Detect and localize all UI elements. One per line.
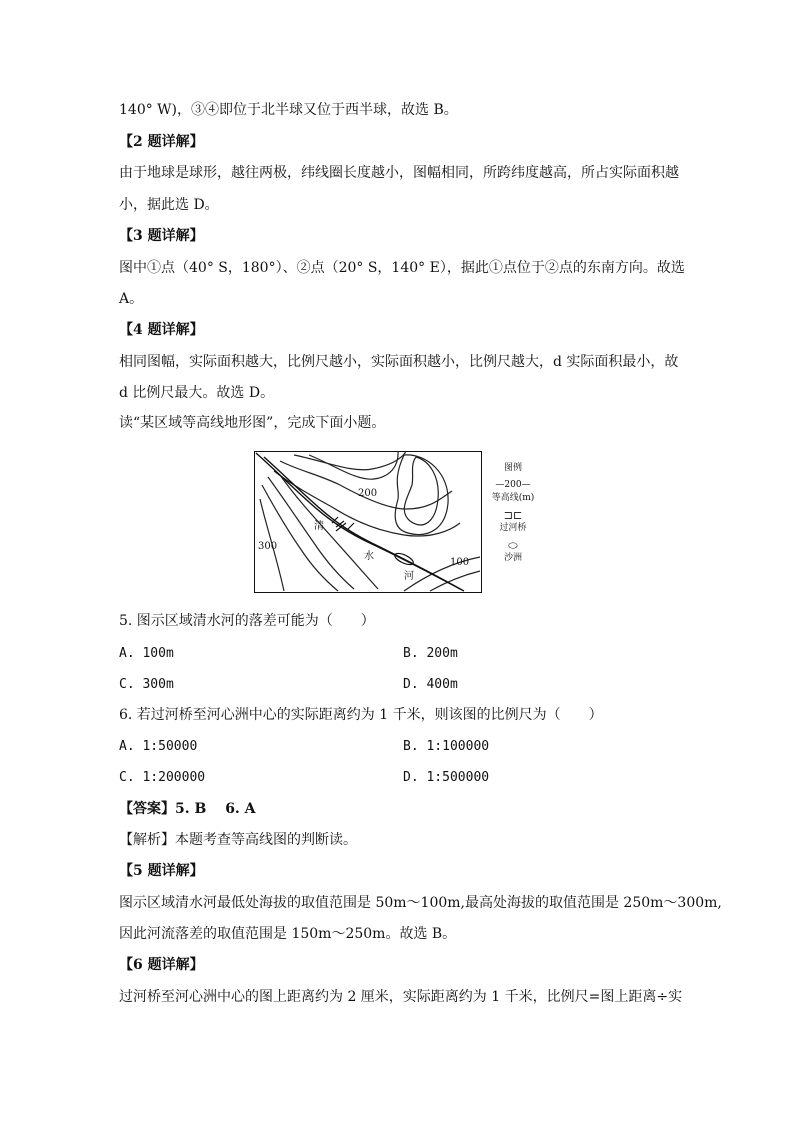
text-line: 读“某区域等高线地形图”，完成下面小题。 (119, 415, 386, 431)
map-legend (488, 462, 538, 565)
option-a: A. 100m (119, 646, 174, 661)
option-b: B. 200m (403, 646, 458, 661)
section-heading: 【4 题详解】 (119, 322, 204, 338)
text-line: 小，据此选 D。 (119, 197, 219, 213)
river-name-char: 清 (314, 521, 324, 532)
text-line: 图示区域清水河最低处海拔的取值范围是 50m～100m,最高处海拔的取值范围是 250m～300m, (119, 895, 722, 911)
contour-line (280, 461, 452, 509)
text-line: d 比例尺最大。故选 D。 (119, 385, 275, 401)
legend-contour-sample: —200— (495, 480, 531, 490)
option-b: B. 1:100000 (403, 739, 490, 754)
option-c: C. 300m (119, 677, 174, 692)
river-name-char: 河 (404, 571, 414, 582)
option-a: A. 1:50000 (119, 739, 198, 754)
section-heading: 【6 题详解】 (119, 957, 204, 973)
option-d: D. 400m (403, 677, 458, 692)
text-line: 因此河流落差的取值范围是 150m～250m。故选 B。 (119, 926, 457, 942)
contour-map (254, 451, 482, 593)
sandbar-icon: ⬭ (508, 539, 518, 552)
option-d: D. 1:500000 (403, 770, 490, 785)
contour-line (404, 457, 438, 525)
question-stem: 5. 图示区域清水河的落差可能为（ ） (119, 613, 375, 629)
section-heading: 【3 题详解】 (119, 228, 204, 244)
text-line: A。 (119, 291, 144, 307)
contour-line (294, 451, 406, 470)
legend-contour-label: 等高线(m) (491, 493, 535, 503)
question-stem: 6. 若过河桥至河心洲中心的实际距离约为 1 千米，则该图的比例尺为（ ） (119, 707, 603, 723)
text-line: 由于地球是球形，越往两极，纬线圈长度越小，图幅相同，所跨纬度越高，所占实际面积越 (119, 165, 679, 181)
legend-sandbar-label: 沙洲 (503, 553, 522, 563)
river-name-char: 水 (364, 551, 374, 562)
text-line: 相同图幅，实际面积越大，比例尺越小，实际面积越小，比例尺越大，d 实际面积最小，故 (119, 354, 679, 370)
legend-bridge-label: 过河桥 (499, 523, 527, 533)
contour-line (430, 571, 480, 591)
text-line: 140° W)，③④即位于北半球又位于西半球，故选 B。 (119, 102, 458, 118)
section-heading: 【5 题详解】 (119, 863, 204, 879)
analysis-line: 【解析】本题考查等高线图的判断读。 (119, 832, 357, 848)
text-line: 过河桥至河心洲中心的图上距离约为 2 厘米，实际距离约为 1 千米，比例尺=图上距离÷实 (119, 989, 683, 1005)
contour-line (309, 451, 398, 479)
section-heading: 【2 题详解】 (119, 134, 204, 150)
bridge-icon: ⊐⊏ (503, 509, 523, 522)
contour-label-300: 300 (258, 541, 278, 552)
map-frame (255, 452, 482, 593)
legend-contour-value: 200 (504, 480, 522, 490)
legend-title: 图例 (503, 463, 522, 473)
option-c: C. 1:200000 (119, 770, 206, 785)
text-line: 图中①点（40° S，180°）、②点（20° S，140° E），据此①点位于②点的东南方向。故选 (119, 260, 685, 276)
contour-label-100: 100 (450, 557, 470, 568)
contour-label-200: 200 (358, 488, 378, 499)
contour-line (395, 455, 448, 535)
answer-line: 【答案】5. B 6. A (119, 801, 256, 817)
contour-line (268, 477, 354, 589)
